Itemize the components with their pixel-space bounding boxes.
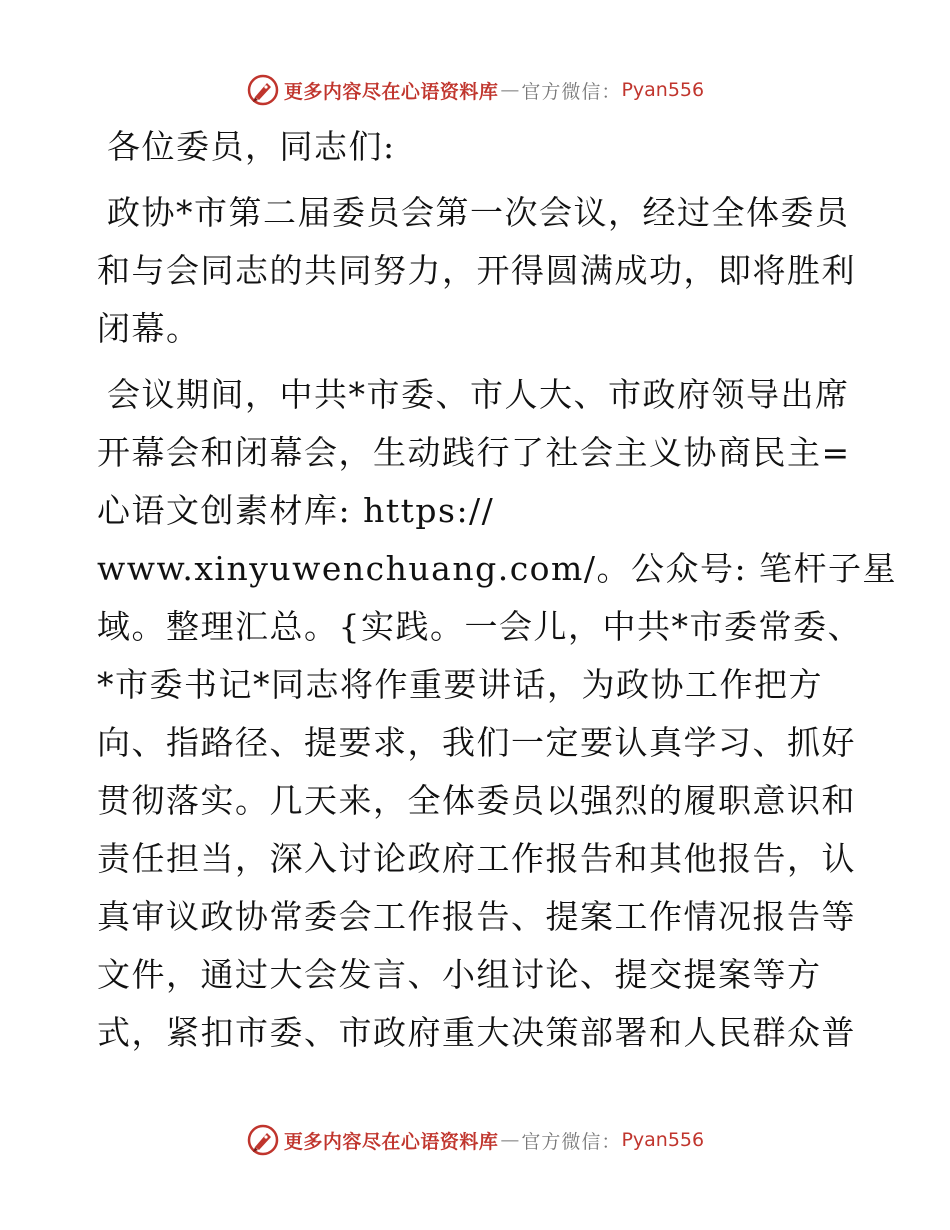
pen-nib-logo-icon [246, 1123, 280, 1157]
banner-official-label: 官方微信： [521, 1130, 622, 1153]
paragraph-1 [97, 184, 857, 358]
paragraph-line: 闭幕。 [97, 309, 201, 348]
paragraph-line: 文件，通过大会发言、小组讨论、提交提案等方 [97, 955, 822, 994]
paragraph-line: 域。整理汇总。{实践。一会儿，中共*市委常委、 [97, 607, 862, 646]
banner-separator: — [500, 1129, 520, 1151]
paragraph-line: *市委书记*同志将作重要讲话，为政协工作把方 [97, 665, 823, 704]
paragraph-line: 贯彻落实。几天来，全体委员以强烈的履职意识和 [97, 781, 856, 820]
paragraph-line: 会议期间，中共*市委、市人大、市政府领导出席 [107, 375, 850, 414]
paragraph-line: 式，紧扣市委、市政府重大决策部署和人民群众普 [97, 1013, 856, 1052]
paragraph-line: 真审议政协常委会工作报告、提案工作情况报告等 [97, 897, 856, 936]
banner-main-text: 更多内容尽在心语资料库 [283, 1130, 499, 1153]
banner-official-label: 官方微信： [521, 80, 622, 103]
banner-main-text: 更多内容尽在心语资料库 [283, 80, 499, 103]
paragraph-line: 政协*市第二届委员会第一次会议，经过全体委员 [107, 193, 850, 232]
document-body [97, 118, 898, 1062]
paragraph-line: 向、指路径、提要求，我们一定要认真学习、抓好 [97, 723, 856, 762]
banner-separator: — [500, 79, 520, 101]
paragraph-2 [97, 366, 898, 1062]
paragraph-line: www.xinyuwenchuang.com/。公众号: 笔杆子星 [97, 549, 898, 588]
pen-nib-logo-icon [246, 73, 280, 107]
banner-wechat-id: Pyan556 [621, 1129, 705, 1151]
paragraph-line: 和与会同志的共同努力，开得圆满成功，即将胜利 [97, 251, 856, 290]
banner-wechat-id: Pyan556 [621, 79, 705, 101]
paragraph-line: 心语文创素材库: https:// [97, 491, 495, 530]
salutation: 各位委员，同志们: [107, 127, 396, 166]
paragraph-line: 责任担当，深入讨论政府工作报告和其他报告，认 [97, 839, 856, 878]
watermark-banner-bottom [0, 1120, 950, 1160]
watermark-banner-top [0, 70, 950, 110]
paragraph-line: 开幕会和闭幕会，生动践行了社会主义协商民主= [97, 433, 851, 472]
